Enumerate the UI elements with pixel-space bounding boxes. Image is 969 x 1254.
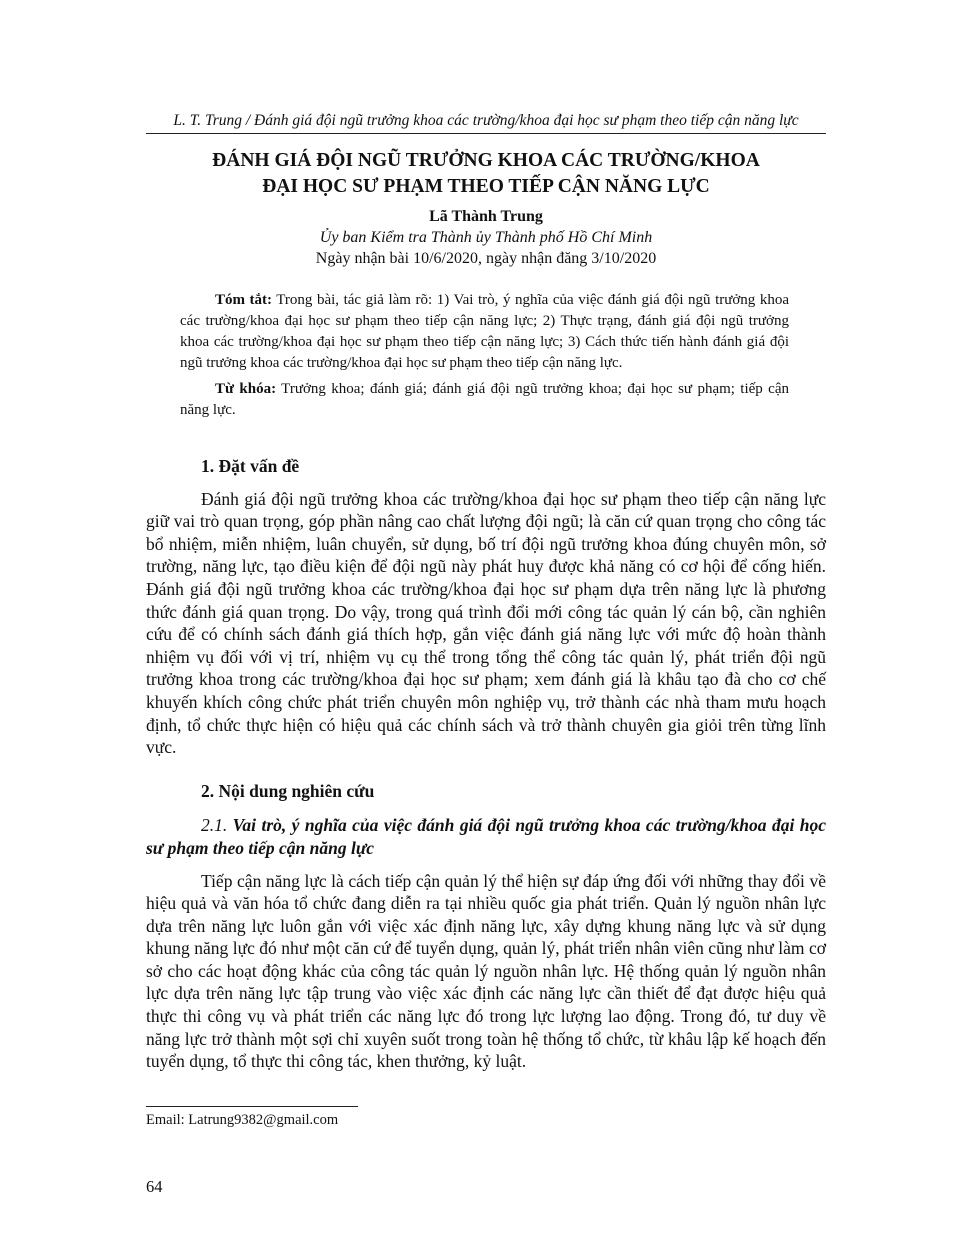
author-affiliation: Ủy ban Kiểm tra Thành ủy Thành phố Hồ Chí Minh [319, 229, 653, 246]
submission-dates: Ngày nhận bài 10/6/2020, ngày nhận đăng 3/10/2020 [315, 250, 657, 267]
article-meta [146, 206, 826, 269]
page-number: 64 [146, 1177, 163, 1196]
running-header: L. T. Trung / Đánh giá đội ngũ trưởng khoa các trường/khoa đại học sư phạm theo tiếp cận năng lực [173, 112, 799, 129]
header-rule [146, 133, 826, 134]
article-title [146, 148, 826, 200]
keywords-text: Trưởng khoa; đánh giá; đánh giá đội ngũ trưởng khoa; đại học sư phạm; tiếp cận năng lực. [180, 381, 789, 418]
keywords-label: Từ khóa: [215, 381, 277, 397]
footnote-email: Email: Latrung9382@gmail.com [146, 1112, 339, 1128]
abstract-text: Trong bài, tác giả làm rõ: 1) Vai trò, ý nghĩa của việc đánh giá đội ngũ trưởng khoa các trường/khoa đại học sư phạm theo tiếp cận năng lực; 2) Thực trạng, đánh giá đội ngũ trưởng khoa các trường/khoa đại học sư phạm theo tiếp cận năng lực; 3) Cách thức tiến hành đánh giá đội ngũ trưởng khoa các trường/khoa đại học sư phạm theo tiếp cận năng lực. [180, 292, 789, 371]
section-1-heading: 1. Đặt vấn đề [201, 456, 300, 476]
title-line-1: ĐÁNH GIÁ ĐỘI NGŨ TRƯỞNG KHOA CÁC TRƯỜNG/KHOA [212, 150, 760, 171]
article-body [146, 455, 826, 1073]
subsection-number: 2.1. [201, 815, 228, 836]
abstract-label: Tóm tắt: [215, 292, 273, 308]
section-1-paragraph: Đánh giá đội ngũ trưởng khoa các trường/khoa đại học sư phạm theo tiếp cận năng lực giữ vai trò quan trọng, góp phần nâng cao chất lượng đội ngũ; là căn cứ quan trọng cho công tác bổ nhiệm, miễn nhiệm, luân chuyển, sử dụng, bố trí đội ngũ trưởng khoa đúng chuyên môn, sở trường, năng lực, tạo điều kiện để đội ngũ này phát huy được khả năng có cơ hội để cống hiến. Đánh giá đội ngũ trưởng khoa các trường/khoa đại học sư phạm dựa trên năng lực là phương thức đánh giá quan trọng. Do vậy, trong quá trình đổi mới công tác quản lý cán bộ, cần nghiên cứu để có chính sách đánh giá thích hợp, gắn việc đánh giá năng lực với mức độ hoàn thành nhiệm vụ đối với vị trí, nhiệm vụ cụ thể trong tổng thể công tác quản lý, phát triển đội ngũ trưởng khoa trong các trường/khoa đại học sư phạm; xem đánh giá là khâu tạo đà cho cơ chế khuyến khích công chức phát triển chuyên môn nghiệp vụ, trở thành các nhà tham mưu hoạch định, tổ chức thực hiện có hiệu quả các chính sách và trở thành chuyên gia giỏi trên từng lĩnh vực. [146, 488, 826, 758]
author-name: Lã Thành Trung [429, 208, 543, 225]
section-2-heading: 2. Nội dung nghiên cứu [201, 780, 375, 801]
subsection-2-1-heading [146, 814, 826, 859]
abstract-block [180, 290, 789, 421]
footnote-rule [146, 1106, 358, 1107]
title-line-2: ĐẠI HỌC SƯ PHẠM THEO TIẾP CẬN NĂNG LỰC [262, 176, 710, 197]
abstract-paragraph [180, 290, 789, 374]
subsection-title: Vai trò, ý nghĩa của việc đánh giá đội ngũ trưởng khoa các trường/khoa đại học sư phạm theo tiếp cận năng lực [146, 815, 826, 858]
subsection-2-1-paragraph: Tiếp cận năng lực là cách tiếp cận quản lý thể hiện sự đáp ứng đối với những thay đổi về hiệu quả và văn hóa tổ chức đang diễn ra tại nhiều quốc gia phát triển. Quản lý nguồn nhân lực dựa trên năng lực luôn gắn với việc xác định năng lực, xây dựng khung năng lực và sử dụng khung năng lực đó như một căn cứ để tuyển dụng, quản lý, phát triển nhân viên cũng như làm cơ sở cho các hoạt động khác của công tác quản lý nguồn nhân lực. Hệ thống quản lý nguồn nhân lực dựa trên năng lực tập trung vào việc xác định các năng lực cần thiết để đạt được hiệu quả thực thi công vụ và phát triển các năng lực đó trong lực lượng lao động. Trong đó, tư duy về năng lực trở thành một sợi chỉ xuyên suốt trong toàn hệ thống tổ chức, từ khâu lập kế hoạch đến tuyển dụng, tổ thực thi công tác, khen thưởng, kỷ luật. [146, 870, 826, 1072]
keywords-paragraph [180, 379, 789, 421]
